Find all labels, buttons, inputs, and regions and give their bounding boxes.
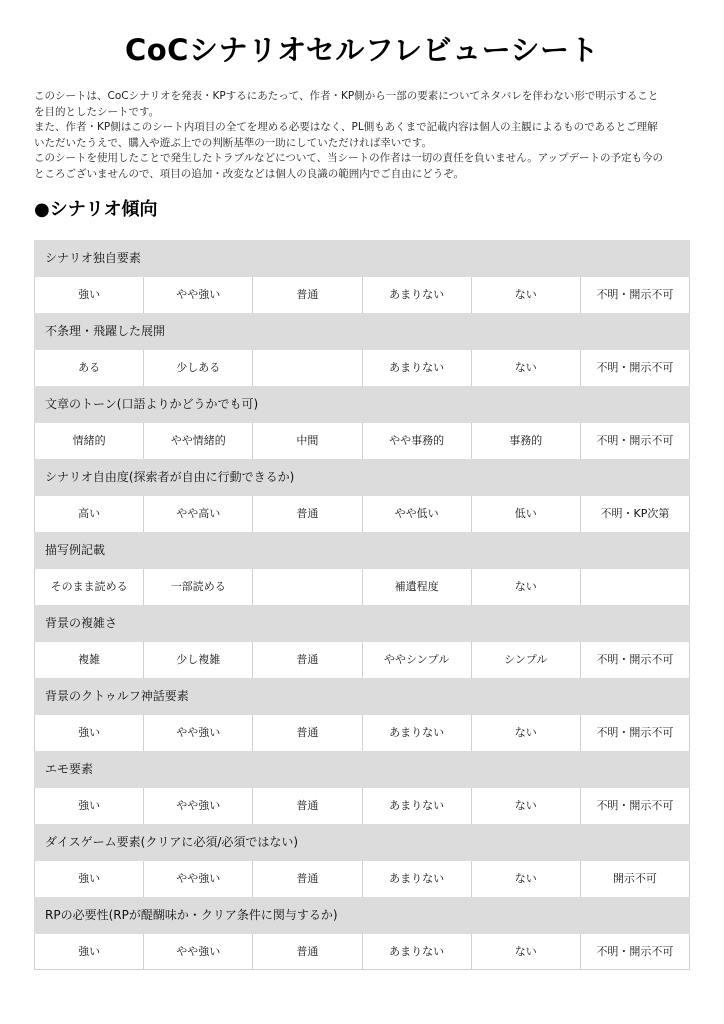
option-cell[interactable] xyxy=(253,350,362,386)
option-cell[interactable]: 普通 xyxy=(253,861,362,897)
intro-line: いただいたうえで、購入や遊ぶ上での判断基準の一助にしていただければ幸いです。 xyxy=(34,136,432,149)
option-cell[interactable]: 普通 xyxy=(253,934,362,969)
option-cell[interactable]: やや強い xyxy=(144,788,253,824)
option-cell[interactable]: シンプル xyxy=(472,642,581,678)
option-cell[interactable]: あまりない xyxy=(363,861,472,897)
option-cell[interactable]: 強い xyxy=(35,788,144,824)
option-row xyxy=(34,350,690,386)
option-cell[interactable]: 一部読める xyxy=(144,569,253,605)
intro-line: このシートを使用したことで発生したトラブルなどについて、当シートの作者は一切の責任を負いません。アップデートの予定も今の xyxy=(34,152,664,164)
option-cell[interactable]: ある xyxy=(35,350,144,386)
option-cell[interactable]: 複雑 xyxy=(35,642,144,678)
category-header: シナリオ独自要素 xyxy=(34,240,690,277)
option-cell[interactable]: 強い xyxy=(35,934,144,969)
intro-line: また、作者・KP側はこのシート内項目の全てを埋める必要はなく、PL側もあくまで記載内容は個人の主観によるものであるとご理解 xyxy=(34,121,658,133)
option-cell[interactable]: ない xyxy=(472,350,581,386)
category-header: 文章のトーン(口語よりかどうかでも可) xyxy=(34,386,690,423)
category-header: RPの必要性(RPが醍醐味か・クリア条件に関与するか) xyxy=(34,897,690,934)
page-title: CoCシナリオセルフレビューシート xyxy=(124,33,600,67)
category-header: 不条理・飛躍した展開 xyxy=(34,313,690,350)
option-cell[interactable]: 普通 xyxy=(253,277,362,313)
option-cell[interactable]: 強い xyxy=(35,861,144,897)
option-row xyxy=(34,934,690,970)
option-row xyxy=(34,569,690,605)
option-cell[interactable]: 低い xyxy=(472,496,581,532)
intro-line: ところございませんので、項目の追加・改変などは個人の良識の範囲内でご自由にどうぞ。 xyxy=(34,167,465,180)
option-cell[interactable]: やや強い xyxy=(144,277,253,313)
section-heading: ●シナリオ傾向 xyxy=(34,199,158,220)
option-cell[interactable]: やや強い xyxy=(144,861,253,897)
option-cell[interactable]: ない xyxy=(472,934,581,969)
option-row xyxy=(34,642,690,678)
option-cell[interactable] xyxy=(581,569,690,605)
option-cell[interactable]: 不明・開示不可 xyxy=(581,350,690,386)
category-header: シナリオ自由度(探索者が自由に行動できるか) xyxy=(34,459,690,496)
intro-line: を目的としたシートです。 xyxy=(34,105,160,118)
option-row xyxy=(34,861,690,897)
option-row xyxy=(34,496,690,532)
option-cell[interactable]: あまりない xyxy=(363,715,472,751)
option-cell[interactable]: 不明・開示不可 xyxy=(581,934,690,969)
option-cell[interactable]: 普通 xyxy=(253,788,362,824)
option-cell[interactable]: ない xyxy=(472,569,581,605)
option-cell[interactable]: 不明・開示不可 xyxy=(581,423,690,459)
option-cell[interactable]: 補遺程度 xyxy=(363,569,472,605)
option-cell[interactable]: 不明・開示不可 xyxy=(581,715,690,751)
option-cell[interactable]: 少し複雑 xyxy=(144,642,253,678)
option-cell[interactable] xyxy=(253,569,362,605)
option-row xyxy=(34,423,690,459)
option-cell[interactable]: やや低い xyxy=(363,496,472,532)
category-header: 描写例記載 xyxy=(34,532,690,569)
option-cell[interactable]: 高い xyxy=(35,496,144,532)
option-cell[interactable]: 普通 xyxy=(253,642,362,678)
option-cell[interactable]: 開示不可 xyxy=(581,861,690,897)
option-cell[interactable]: やや事務的 xyxy=(363,423,472,459)
option-cell[interactable]: ない xyxy=(472,788,581,824)
category-header: 背景のクトゥルフ神話要素 xyxy=(34,678,690,715)
option-cell[interactable]: 普通 xyxy=(253,496,362,532)
option-cell[interactable]: 情緒的 xyxy=(35,423,144,459)
option-cell[interactable]: 強い xyxy=(35,715,144,751)
option-cell[interactable]: あまりない xyxy=(363,277,472,313)
option-cell[interactable]: ない xyxy=(472,277,581,313)
category-header: 背景の複雑さ xyxy=(34,605,690,642)
option-row xyxy=(34,715,690,751)
category-header: ダイスゲーム要素(クリアに必須/必須ではない) xyxy=(34,824,690,861)
intro-line: このシートは、CoCシナリオを発表・KPするにあたって、作者・KP側から一部の要素についてネタバレを伴わない形で明示すること xyxy=(34,90,659,102)
option-cell[interactable]: 事務的 xyxy=(472,423,581,459)
option-cell[interactable]: 少しある xyxy=(144,350,253,386)
option-cell[interactable]: ない xyxy=(472,861,581,897)
option-cell[interactable]: あまりない xyxy=(363,350,472,386)
option-cell[interactable]: ない xyxy=(472,715,581,751)
option-cell[interactable]: 普通 xyxy=(253,715,362,751)
option-cell[interactable]: 不明・KP次第 xyxy=(581,496,690,532)
option-row xyxy=(34,788,690,824)
scenario-trend-table xyxy=(34,240,690,970)
option-cell[interactable]: 不明・開示不可 xyxy=(581,788,690,824)
option-cell[interactable]: ややシンプル xyxy=(363,642,472,678)
intro-text xyxy=(34,89,694,182)
option-cell[interactable]: やや高い xyxy=(144,496,253,532)
option-cell[interactable]: あまりない xyxy=(363,934,472,969)
category-header: エモ要素 xyxy=(34,751,690,788)
option-row xyxy=(34,277,690,313)
option-cell[interactable]: あまりない xyxy=(363,788,472,824)
option-cell[interactable]: 中間 xyxy=(253,423,362,459)
option-cell[interactable]: やや強い xyxy=(144,934,253,969)
option-cell[interactable]: 不明・開示不可 xyxy=(581,277,690,313)
option-cell[interactable]: そのまま読める xyxy=(35,569,144,605)
option-cell[interactable]: 不明・開示不可 xyxy=(581,642,690,678)
option-cell[interactable]: やや情緒的 xyxy=(144,423,253,459)
option-cell[interactable]: やや強い xyxy=(144,715,253,751)
option-cell[interactable]: 強い xyxy=(35,277,144,313)
